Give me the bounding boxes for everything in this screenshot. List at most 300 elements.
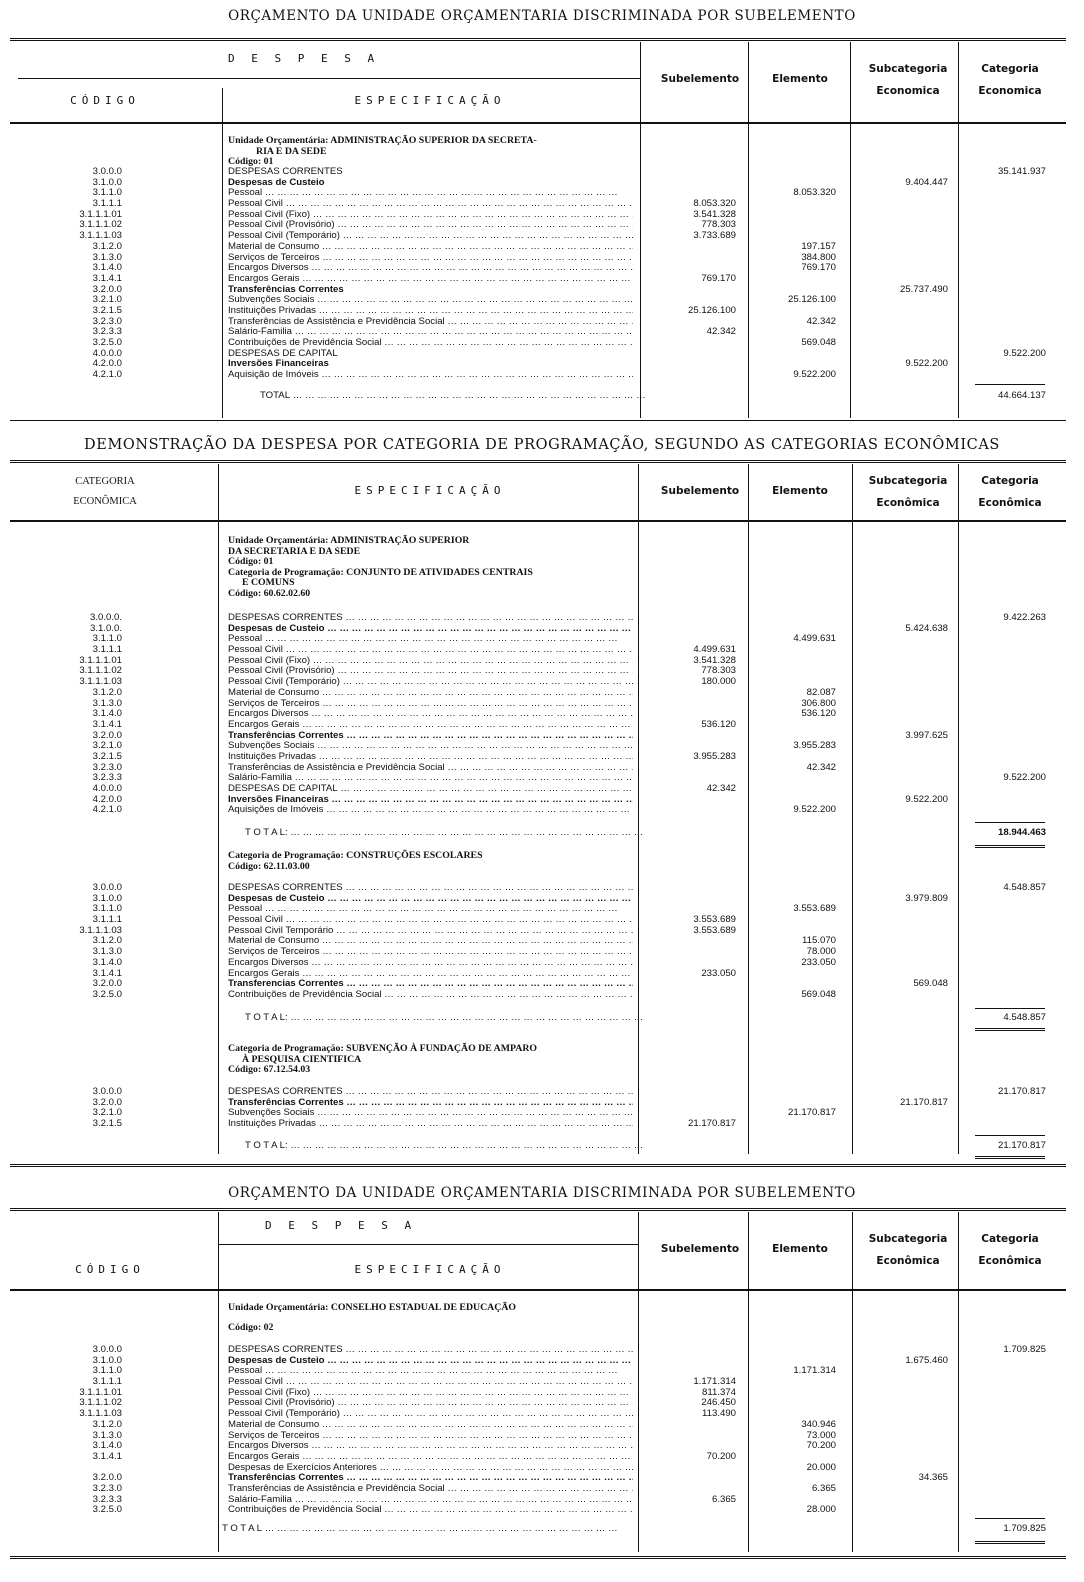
row-code: 3.2.1.0 [92,294,122,306]
table-row [0,1484,1084,1495]
row-specification: DESPESAS CORRENTES ... . [228,883,633,894]
row-specification: Despesas de Custeio ... . [228,1356,633,1367]
row-subcategoria: 3.997.625 [905,729,948,741]
row-code: 3.1.1.1 [92,198,122,210]
underline [975,822,1045,823]
total-label: T O T A L: ... . [245,1141,650,1152]
total-row [0,1524,1084,1535]
row-code: 3.1.0.0 [92,892,122,904]
despesa-header: D E S P E S A [228,52,380,65]
row-elemento: 233.050 [801,956,836,968]
row-code: 3.1.1.1.03 [79,1408,122,1420]
row-elemento: 42.342 [806,315,836,327]
row-specification: Inversões Financeiras [228,359,329,370]
row-specification: Subvenções Sociais ... . [228,741,633,752]
divider [10,38,1066,43]
unit-line: E COMUNS [242,577,295,588]
row-elemento: 384.800 [801,251,836,263]
row-specification: Pessoal Civil (Fixo) ... . [228,210,633,221]
row-specification: Encargos Gerais ... . [228,720,633,731]
table-row [0,285,1084,296]
underline [975,384,1045,385]
row-code: 3.2.0.0 [92,1096,122,1108]
row-specification: Pessoal ... . [228,188,633,199]
row-specification: Instituições Privadas ... . [228,306,633,317]
row-subcategoria: 1.675.460 [905,1354,948,1366]
row-specification: Contribuições de Previdência Social ... . [228,1505,633,1516]
row-specification: Pessoal Civil (Temporário) ... . [228,1409,633,1420]
section1-rows [0,167,1084,381]
unit-line: RIA E DA SEDE [256,145,327,157]
row-specification: Encargos Diversos ... . [228,263,633,274]
row-specification: DESPESAS DE CAPITAL [228,348,338,359]
row-specification: DESPESAS CORRENTES ... . [228,1087,633,1098]
row-specification: Material de Consumo ... . [228,936,633,947]
divider [10,1289,1066,1291]
program-header [228,1044,643,1076]
row-subelemento: 3.733.689 [693,230,736,242]
especificacao-header: ESPECIFICAÇÃO [354,1263,506,1276]
row-code: 3.1.0.0 [92,1354,122,1366]
row-specification: Pessoal Civil (Temporário) ... . [228,231,633,242]
table-row [0,677,1084,688]
row-specification: Pessoal Civil (Temporário) ... . [228,677,633,688]
table-row [0,720,1084,731]
row-elemento: 8.053.320 [793,187,836,199]
row-code: 4.2.1.0 [92,369,122,381]
row-specification: Despesas de Custeio ... . [228,624,633,635]
row-elemento: 3.955.283 [793,740,836,752]
categoria-header: Categoria Econômica [978,475,1042,509]
section1-total-row [0,391,1084,402]
unit-line: DA SECRETARIA E DA SEDE [228,545,361,557]
row-specification: Transferências de Assistência e Previdência Social ... . [228,317,633,328]
elemento-header: Elemento [772,1243,828,1255]
row-specification: Pessoal ... . [228,634,633,645]
row-categoria: 4.548.857 [1003,882,1046,893]
row-elemento: 25.126.100 [787,294,836,306]
underline [975,1028,1045,1031]
row-code: 3.1.1.1 [92,644,122,656]
row-elemento: 70.200 [806,1440,836,1452]
table-row [0,210,1084,221]
elemento-header: Elemento [772,485,828,497]
section3-title: ORÇAMENTO DA UNIDADE ORÇAMENTARIA DISCRIMINADA POR SUBELEMENTO [228,1185,856,1201]
table-row [0,947,1084,958]
row-subcategoria: 9.522.200 [905,793,948,805]
despesa-header: D E S P E S A [265,1219,417,1232]
table-row [0,741,1084,752]
row-code: 4.2.1.0 [92,804,122,816]
row-subelemento: 1.171.314 [693,1376,736,1388]
underline [975,1008,1045,1009]
row-code: 3.2.1.5 [92,750,122,762]
row-elemento: 82.087 [806,686,836,698]
table-row [0,274,1084,285]
row-code: 4.2.0.0 [92,793,122,805]
row-specification: Encargos Diversos ... . [228,709,633,720]
program-line: Código: 62.11.03.00 [228,860,310,872]
row-code: 3.2.3.3 [92,1493,122,1505]
row-specification: Material de Consumo ... . [228,242,633,253]
row-specification: Transferências Correntes ... . [228,1473,633,1484]
table-row [0,370,1084,381]
row-specification: Encargos Gerais ... . [228,969,633,980]
row-subelemento: 25.126.100 [687,304,736,316]
row-specification: Serviços de Terceiros ... . [228,699,633,710]
row-code: 3.1.2.0 [92,240,122,252]
row-code: 4.0.0.0 [92,347,122,359]
table-row [0,1377,1084,1388]
table-row [0,926,1084,937]
program-line: Categoria de Programação: SUBVENÇÃO À FUNDAÇÃO DE AMPARO [228,1043,538,1054]
total-value: 1.709.825 [1003,1523,1046,1534]
row-specification: Subvenções Sociais ... . [228,295,633,306]
row-specification: Pessoal Civil ... . [228,1377,633,1388]
row-code: 3.2.3.0 [92,315,122,327]
table-row [0,1388,1084,1399]
unit-line: Código: 01 [228,156,274,167]
row-specification: Pessoal Civil ... . [228,199,633,210]
row-code: 3.1.4.0 [92,708,122,720]
row-code: 3.1.4.1 [92,272,122,284]
underline [975,1518,1045,1519]
row-subelemento: 3.541.328 [693,654,736,666]
row-code: 3.1.1.1.01 [79,654,122,666]
row-code: 3.0.0.0 [92,1344,122,1355]
table-row [0,188,1084,199]
row-elemento: 9.522.200 [793,804,836,816]
row-subcategoria: 3.979.809 [905,892,948,904]
row-specification: Subvenções Sociais ... . [228,1108,633,1119]
row-subelemento: 3.955.283 [693,750,736,762]
row-specification: Pessoal Civil ... . [228,915,633,926]
section2-title: DEMONSTRAÇÃO DA DESPESA POR CATEGORIA DE PROGRAMAÇÃO, SEGUNDO AS CATEGORIAS ECONÔMICAS [84,437,1000,453]
row-code: 3.1.1.1 [92,1376,122,1388]
program-line: À PESQUISA CIENTIFICA [242,1053,362,1065]
row-specification: Pessoal Civil (Provisório) ... . [228,1398,633,1409]
row-code: 3.1.3.0 [92,697,122,709]
table-row [0,1098,1084,1109]
row-subcategoria: 34.365 [918,1472,948,1484]
categoria-header: Categoria Econômica [978,1233,1042,1267]
row-elemento: 28.000 [806,1504,836,1516]
row-code: 3.0.0.0 [92,166,122,177]
row-subelemento: 233.050 [701,967,736,979]
subcategoria-header: Subcategoria Economica [868,63,948,97]
unit-line: Unidade Orçamentária: ADMINISTRAÇÃO SUPERIOR DA SECRETA- [228,135,537,146]
total-label: T O T A L: ... . [245,1013,650,1024]
row-subelemento: 3.553.689 [693,924,736,936]
total-value: 44.664.137 [997,390,1046,401]
row-subelemento: 8.053.320 [693,198,736,210]
table-row [0,1356,1084,1367]
row-specification: Salário-Familia ... . [228,327,633,338]
row-elemento: 9.522.200 [793,369,836,381]
total-value: 18.944.463 [997,827,1046,838]
row-subelemento: 778.303 [701,219,736,231]
row-code: 3.2.1.0 [92,740,122,752]
row-specification: Pessoal Civil (Provisório) ... . [228,220,633,231]
row-specification: Serviços de Terceiros ... . [228,947,633,958]
unit-line: Categoria de Programação: CONJUNTO DE ATIVIDADES CENTRAIS [228,566,533,578]
total-value: 4.548.857 [1003,1012,1046,1023]
row-code: 3.1.1.0 [92,187,122,199]
row-elemento: 569.048 [801,337,836,348]
row-specification: Material de Consumo ... . [228,1420,633,1431]
row-code: 3.1.1.1 [92,914,122,926]
row-elemento: 306.800 [801,697,836,709]
row-elemento: 3.553.689 [793,903,836,915]
especificacao-header: ESPECIFICAÇÃO [354,94,506,107]
underline [975,1156,1045,1159]
table-row [0,1441,1084,1452]
table-row [0,990,1084,1001]
row-code: 3.1.1.1.02 [79,219,122,231]
underline [975,845,1045,848]
table-row [0,1452,1084,1463]
row-specification: Pessoal ... . [228,904,633,915]
section2-rows-c [0,1087,1084,1130]
row-subelemento: 3.541.328 [693,208,736,220]
table-row [0,1431,1084,1442]
row-specification: Pessoal Civil ... . [228,645,633,656]
table-row [0,220,1084,231]
row-elemento: 6.365 [811,1482,836,1494]
row-subcategoria: 5.424.638 [905,622,948,634]
underline [975,1135,1045,1136]
row-subelemento: 811.374 [702,1386,736,1398]
divider [10,460,1066,465]
table-row [0,699,1084,710]
row-subelemento: 536.120 [701,718,736,730]
unit-line: Unidade Orçamentária: ADMINISTRAÇÃO SUPERIOR [228,535,470,546]
row-specification: Pessoal Civil (Fixo) ... . [228,656,633,667]
row-elemento: 340.946 [801,1418,836,1430]
row-code: 3.2.0.0 [92,1472,122,1484]
total-row [0,828,1084,839]
row-code: 3.2.1.0 [92,1107,122,1119]
row-subelemento: 4.499.631 [693,644,736,656]
table-row [0,242,1084,253]
table-row [0,979,1084,990]
table-row [0,894,1084,905]
row-code: 4.2.0.0 [92,358,122,370]
row-code: 3.1.4.1 [92,718,122,730]
table-row [0,773,1084,784]
table-row [0,317,1084,328]
row-code: 3.2.3.0 [92,1482,122,1494]
row-specification: Material de Consumo ... . [228,688,633,699]
row-elemento: 536.120 [801,708,836,720]
table-row [0,1409,1084,1420]
table-row [0,915,1084,926]
row-specification: Transferências Correntes [228,284,344,295]
table-row [0,1505,1084,1516]
unit-line: Unidade Orçamentária: CONSELHO ESTADUAL DE EDUCAÇÃO [228,1302,517,1313]
table-row [0,958,1084,969]
row-code: 3.2.1.5 [92,1118,122,1130]
divider [10,122,1066,124]
row-code: 3.1.3.0 [92,251,122,263]
table-row [0,253,1084,264]
row-code: 3.1.1.1.01 [79,1386,122,1398]
row-categoria: 9.522.200 [1003,347,1046,359]
subcategoria-header: Subcategoria Econômica [868,1233,948,1267]
table-row [0,1473,1084,1484]
table-row [0,656,1084,667]
row-specification: Salário-Familia ... . [228,1495,633,1506]
row-subelemento: 42.342 [706,783,736,794]
table-row [0,1108,1084,1119]
total-row [0,1013,1084,1024]
row-code: 3.2.5.0 [92,1504,122,1516]
unit-line: Código: 01 [228,556,274,567]
subelemento-header: Subelemento [660,73,740,85]
row-specification: Encargos Diversos ... . [228,1441,633,1452]
divider [10,1208,1066,1213]
row-code: 3.1.1.1.02 [79,1397,122,1409]
total-value: 21.170.817 [997,1140,1046,1151]
row-specification: Transferências Correntes ... . [228,1098,633,1109]
row-code: 3.1.2.0 [92,686,122,698]
row-code: 3.1.4.0 [92,1440,122,1452]
row-code: 3.1.1.0 [92,633,122,645]
row-categoria: 1.709.825 [1003,1344,1046,1355]
table-row [0,936,1084,947]
row-elemento: 115.070 [802,935,836,947]
row-specification: Serviços de Terceiros ... . [228,253,633,264]
row-specification: Pessoal Civil (Fixo) ... . [228,1388,633,1399]
table-row [0,1495,1084,1506]
divider [218,1244,638,1245]
row-code: 3.2.3.0 [92,761,122,773]
table-row [0,795,1084,806]
row-code: 3.1.4.0 [92,262,122,274]
row-specification: Despesas de Custeio [228,177,325,188]
table-row [0,805,1084,816]
table-row [0,327,1084,338]
row-code: 3.1.4.1 [92,967,122,979]
row-specification: Encargos Gerais ... . [228,1452,633,1463]
row-specification: Instituições Privadas ... . [228,1119,633,1130]
row-code: 3.2.1.5 [92,304,122,316]
total-row [0,1141,1084,1152]
unit-line: Código: 02 [228,1322,274,1333]
row-subelemento: 3.553.689 [693,914,736,926]
unit-line: Código: 60.62.02.60 [228,587,311,599]
row-categoria: 9.422.263 [1003,612,1046,623]
row-specification: Despesas de Custeio ... . [228,894,633,905]
row-subelemento: 180.000 [701,676,736,688]
row-subcategoria: 25.737.490 [899,283,948,295]
row-subcategoria: 569.048 [913,978,948,990]
total-label: T O T A L ... . [222,1524,627,1535]
row-subelemento: 21.170.817 [687,1118,736,1130]
underline [975,1541,1045,1544]
table-row [0,709,1084,720]
table-row [0,306,1084,317]
row-code: 3.1.1.1.03 [79,230,122,242]
row-elemento: 769.170 [801,262,836,274]
divider [10,420,1066,421]
row-specification: Instituições Privadas ... . [228,752,633,763]
row-subelemento: 246.450 [701,1397,736,1409]
row-code: 3.2.3.3 [92,772,122,784]
row-code: 3.1.2.0 [92,935,122,947]
row-specification: Encargos Diversos ... . [228,958,633,969]
table-row [0,752,1084,763]
row-specification: DESPESAS CORRENTES ... . [228,1345,633,1356]
row-code: 3.1.4.1 [92,1450,122,1462]
row-specification: DESPESAS CORRENTES [228,167,343,177]
codigo-header: CÓDIGO [75,1263,145,1276]
row-code: 4.0.0.0 [92,783,122,794]
row-specification: Despesas de Exercícios Anteriores ... . [228,1463,633,1474]
divider [10,1556,1066,1561]
row-code: 3.1.3.0 [92,946,122,958]
unit-header [228,136,643,168]
total-label: T O T A L: ... . [245,828,650,839]
subcategoria-header: Subcategoria Econômica [868,475,948,509]
categoria-header: Categoria Economica [978,63,1042,97]
row-code: 3.1.0.0 [92,176,122,188]
table-row [0,1398,1084,1409]
row-code: 3.1.3.0 [92,1429,122,1441]
table-row [0,263,1084,274]
divider [10,1164,1066,1169]
table-row [0,1366,1084,1377]
subelemento-header: Subelemento [660,1243,740,1255]
section2-rows-a [0,613,1084,816]
row-subelemento: 6.365 [711,1493,736,1505]
total-label: TOTAL ... . [260,391,665,402]
row-subcategoria: 21.170.817 [899,1096,948,1108]
row-specification: Pessoal Civil (Provisório) ... . [228,666,633,677]
row-categoria: 35.141.937 [997,166,1046,177]
unit-header [228,536,643,599]
table-row [0,1119,1084,1130]
row-code: 3.2.0.0 [92,729,122,741]
row-subcategoria: 9.404.447 [905,176,948,188]
divider [18,78,640,79]
row-code: 3.0.0.0 [92,882,122,893]
row-specification: Transferências de Assistência e Previdência Social ... . [228,1484,633,1495]
row-code: 3.0.0.0 [92,1086,122,1097]
row-subelemento: 778.303 [701,665,736,677]
row-specification: Salário-Familia ... . [228,773,633,784]
row-specification: Serviços de Terceiros ... . [228,1431,633,1442]
table-row [0,1420,1084,1431]
categoria-economica-header: CATEGORIA ECONÔMICA [73,476,137,507]
especificacao-header: ESPECIFICAÇÃO [354,484,506,497]
row-code: 3.1.4.0 [92,956,122,968]
row-specification: Transferências Correntes ... . [228,731,633,742]
row-code: 3.1.1.1.02 [79,665,122,677]
row-code: 3.0.0.0. [89,612,122,623]
table-row [0,359,1084,370]
table-row [0,645,1084,656]
section2-rows-b [0,883,1084,1001]
row-subelemento: 769.170 [701,272,736,284]
table-row [0,338,1084,349]
table-row [0,178,1084,189]
row-specification: Contribuições de Previdência Social ... . [228,338,633,349]
table-row [0,231,1084,242]
row-code: 3.2.0.0 [92,978,122,990]
row-code: 3.1.1.1.01 [79,208,122,220]
row-specification: DESPESAS DE CAPITAL ... . [228,784,633,795]
